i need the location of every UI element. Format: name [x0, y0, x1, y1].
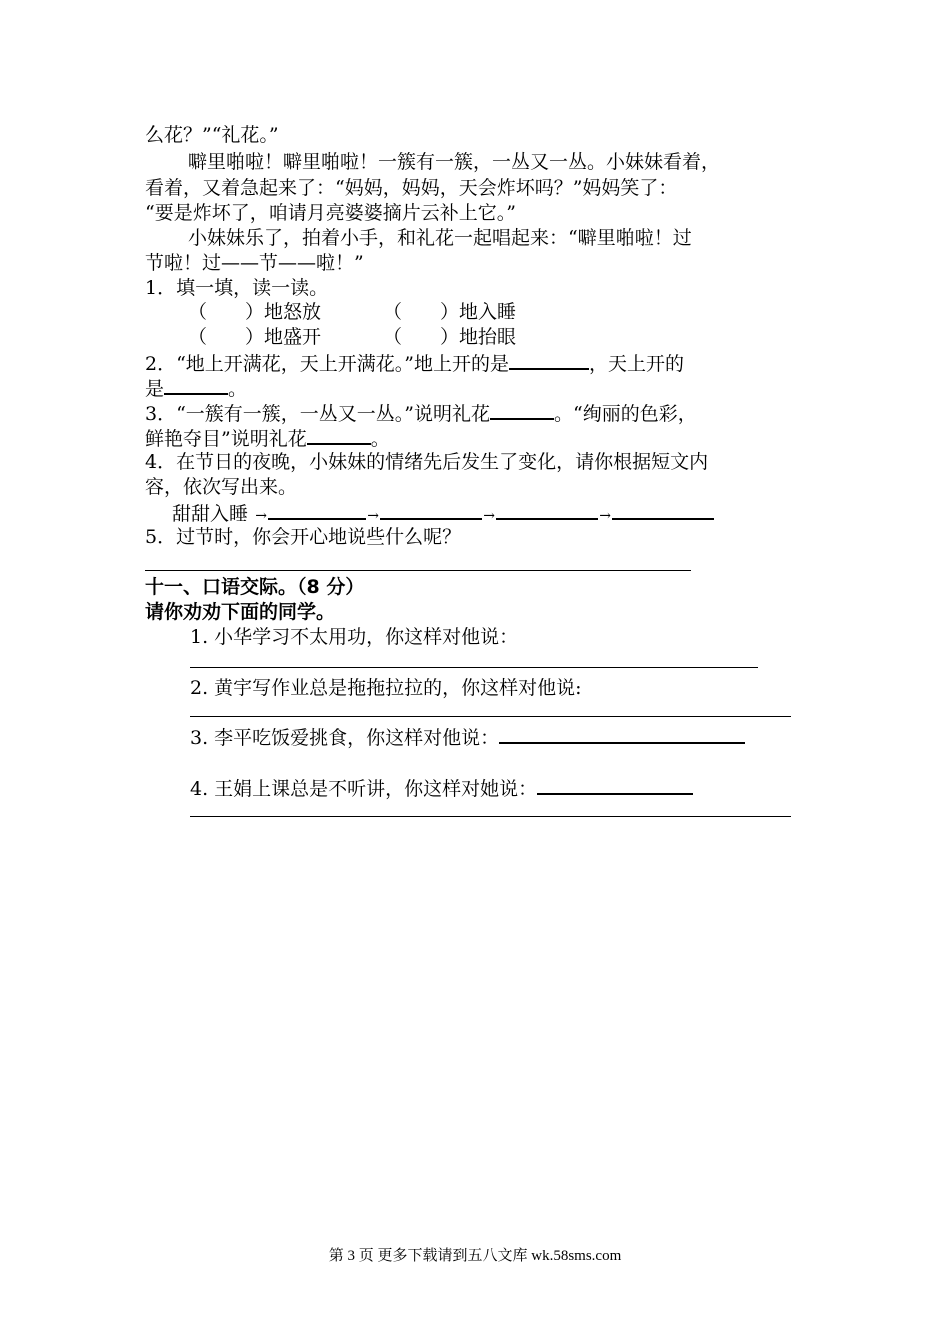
oral-item-4: [190, 775, 693, 801]
q2-blank-1[interactable]: [509, 350, 589, 370]
oral-item-3-text: 3. 李平吃饭爱挑食，你这样对他说：: [190, 727, 500, 749]
q2-line-2: [145, 375, 247, 401]
q1-item-4: （ ）地抬眼: [383, 326, 517, 348]
arrow-right-icon: →: [483, 508, 495, 524]
q2-text-c: 是: [145, 378, 165, 400]
q5-prompt: 5．过节时，你会开心地说些什么呢？: [145, 526, 462, 548]
story-line-4: “要是炸坏了，咱请月亮婆婆摘片云补上它。”: [145, 202, 516, 224]
q1-item-2: （ ）地入睡: [383, 301, 517, 323]
oral-answer-line-3[interactable]: [499, 724, 745, 744]
story-line-6: 节啦！过——节——啦！”: [145, 252, 364, 274]
oral-answer-line-2[interactable]: [190, 716, 791, 717]
q3-text-d: 。: [370, 428, 390, 450]
oral-item-3: [190, 724, 745, 750]
section-11-intro: 请你劝劝下面的同学。: [145, 601, 336, 623]
page-footer: 第 3 页 更多下载请到五八文库 wk.58sms.com: [328, 1248, 622, 1264]
arrow-right-icon: →: [255, 508, 267, 524]
q4-blank-1[interactable]: [268, 500, 366, 520]
story-line-5: 小妹妹乐了，拍着小手，和礼花一起唱起来：“噼里啪啦！过: [188, 227, 692, 249]
oral-answer-line-4a[interactable]: [537, 775, 693, 795]
q4-blank-4[interactable]: [612, 500, 714, 520]
arrow-right-icon: →: [599, 508, 611, 524]
q1-item-1: （ ）地怒放: [188, 301, 322, 323]
q4-sequence: [172, 500, 714, 528]
story-line-3: 看着，又着急起来了：“妈妈，妈妈，天会炸坏吗？”妈妈笑了：: [145, 177, 678, 199]
q1-item-3: （ ）地盛开: [188, 326, 322, 348]
q4-line-1: 4．在节日的夜晚，小妹妹的情绪先后发生了变化，请你根据短文内: [145, 451, 709, 473]
q5-answer-line[interactable]: [145, 570, 691, 571]
q3-text-b: 。“绚丽的色彩，: [554, 403, 697, 425]
oral-answer-line-1[interactable]: [190, 667, 758, 668]
q2-text-d: 。: [228, 378, 248, 400]
oral-answer-line-4b[interactable]: [190, 816, 791, 817]
arrow-right-icon: →: [367, 508, 379, 524]
story-line-2: 噼里啪啦！噼里啪啦！一簇有一簇，一丛又一丛。小妹妹看着，: [188, 151, 721, 173]
q3-line-1: [145, 400, 697, 426]
q1-prompt: 1．填一填，读一读。: [145, 277, 329, 299]
q2-text-a: 2．“地上开满花，天上开满花。”地上开的是: [145, 353, 510, 375]
q2-line-1: [145, 350, 684, 376]
q3-blank-1[interactable]: [490, 400, 554, 420]
q2-text-b: ，天上开的: [589, 353, 685, 375]
oral-item-4-text: 4. 王娟上课总是不听讲，你这样对她说：: [190, 778, 538, 800]
story-line-1: 么花？”“礼花。”: [145, 124, 279, 146]
oral-item-2: 2. 黄宇写作业总是拖拖拉拉的，你这样对他说:: [190, 677, 582, 699]
oral-item-1: 1. 小华学习不太用功，你这样对他说：: [190, 626, 519, 648]
q4-start-text: 甜甜入睡: [172, 503, 249, 525]
q4-line-2: 容，依次写出来。: [145, 476, 298, 498]
section-11-title: 十一、口语交际。（8 分）: [145, 576, 365, 598]
q4-blank-3[interactable]: [496, 500, 598, 520]
q3-blank-2[interactable]: [307, 425, 371, 445]
q4-blank-2[interactable]: [380, 500, 482, 520]
q2-blank-2[interactable]: [164, 375, 228, 395]
q3-text-c: 鲜艳夺目”说明礼花: [145, 428, 307, 450]
q3-text-a: 3．“一簇有一簇，一丛又一丛。”说明礼花: [145, 403, 491, 425]
q3-line-2: [145, 425, 390, 451]
